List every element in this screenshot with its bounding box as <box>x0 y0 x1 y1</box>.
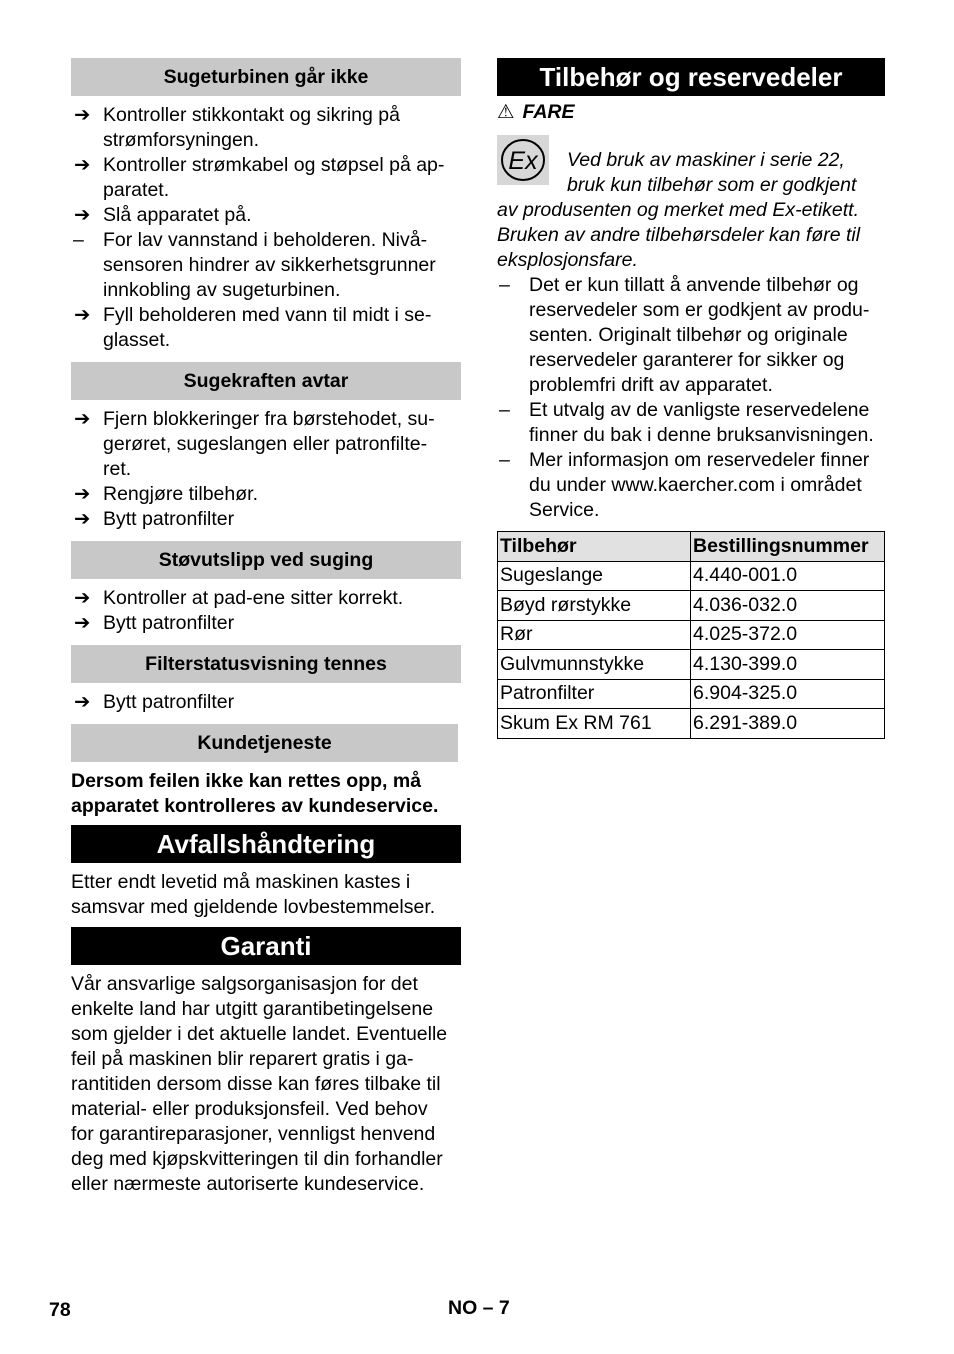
order-number-cell: 4.130-399.0 <box>691 650 885 680</box>
text-line: Bruken av andre tilbehørsdeler kan føre til <box>497 224 861 246</box>
table-row <box>498 709 885 739</box>
accessory-name-cell: Gulvmunnstykke <box>498 650 691 680</box>
text-line: sensoren hindrer av sikkerhetsgrunner <box>103 254 436 276</box>
text-line: for garantireparasjoner, vennligst henvend <box>71 1123 436 1145</box>
list-item <box>497 273 885 398</box>
text-line: eksplosjonsfare. <box>497 249 638 271</box>
accessory-name-cell: Sugeslange <box>498 561 691 591</box>
warning-triangle-icon: ⚠ <box>497 101 515 123</box>
arrow-right-icon: ➔ <box>74 104 91 126</box>
text-line: Etter endt levetid må maskinen kastes i <box>71 871 411 893</box>
text-line: Rengjøre tilbehør. <box>103 483 258 505</box>
text-line: Et utvalg av de vanligste reservedelene <box>529 399 870 421</box>
accessory-name-cell: Patronfilter <box>498 679 691 709</box>
list-item <box>71 153 461 203</box>
text-line: Vår ansvarlige salgsorganisasjon for det <box>71 973 418 995</box>
accessories-table <box>497 531 885 739</box>
text-line: Kontroller at pad-ene sitter korrekt. <box>103 587 404 609</box>
list-item <box>71 507 461 532</box>
text-line: Fyll beholderen med vann til midt i se- <box>103 304 432 326</box>
text-line: Bytt patronfilter <box>103 612 235 634</box>
arrow-right-icon: ➔ <box>74 587 91 609</box>
page-number: 78 <box>49 1299 71 1321</box>
text-line: Kontroller strømkabel og støpsel på ap- <box>103 154 445 176</box>
section-heading-dust-emission: Støvutslipp ved suging <box>71 541 461 579</box>
text-line: Service. <box>529 499 600 521</box>
list-item <box>71 303 461 353</box>
section-heading-warranty: Garanti <box>71 927 461 965</box>
arrow-right-icon: ➔ <box>74 408 91 430</box>
ex-warning-text <box>497 198 885 273</box>
list-suction-turbine <box>71 103 461 353</box>
order-number-cell: 6.291-389.0 <box>691 709 885 739</box>
text-line: senten. Originalt tilbehør og originale <box>529 324 848 346</box>
text-line: Bytt patronfilter <box>103 691 235 713</box>
text-line: Bytt patronfilter <box>103 508 235 530</box>
table-header-order-number: Bestillingsnummer <box>691 532 885 562</box>
text-line: rantitiden dersom disse kan føres tilbake til <box>71 1073 441 1095</box>
order-number-cell: 6.904-325.0 <box>691 679 885 709</box>
text-line: Mer informasjon om reservedeler finner <box>529 449 870 471</box>
order-number-cell: 4.036-032.0 <box>691 591 885 621</box>
text-line: reservedeler som er godkjent av produ- <box>529 299 870 321</box>
section-heading-filter-status: Filterstatusvisning tennes <box>71 645 461 683</box>
table-row <box>498 620 885 650</box>
text-line: eller nærmeste autoriserte kundeservice. <box>71 1173 425 1195</box>
danger-warning <box>497 100 885 125</box>
text-line: Ved bruk av maskiner i serie 22, <box>567 149 845 171</box>
text-line: feil på maskinen blir reparert gratis i ga- <box>71 1048 414 1070</box>
list-accessories-info <box>497 273 885 523</box>
text-line: gerøret, sugeslangen eller patronfilte- <box>103 433 428 455</box>
disposal-text <box>71 870 461 920</box>
section-heading-disposal: Avfallshåndtering <box>71 825 461 863</box>
text-line: innkobling av sugeturbinen. <box>103 279 341 301</box>
ex-warning-text-indented <box>497 133 885 198</box>
page-code: NO – 7 <box>448 1297 510 1319</box>
dash-bullet: – <box>73 229 84 251</box>
text-line: bruk kun tilbehør som er godkjent <box>567 174 857 196</box>
text-line: enkelte land har utgitt garantibetingelsene <box>71 998 434 1020</box>
table-row <box>498 679 885 709</box>
text-line: som gjelder i det aktuelle landet. Eventuelle <box>71 1023 448 1045</box>
arrow-right-icon: ➔ <box>74 154 91 176</box>
text-line: reservedeler garanterer for sikker og <box>529 349 845 371</box>
arrow-right-icon: ➔ <box>74 304 91 326</box>
dash-bullet: – <box>499 399 510 421</box>
text-line: For lav vannstand i beholderen. Nivå- <box>103 229 428 251</box>
text-line: Dersom feilen ikke kan rettes opp, må <box>71 770 422 792</box>
order-number-cell: 4.440-001.0 <box>691 561 885 591</box>
text-line: Det er kun tillatt å anvende tilbehør og <box>529 274 859 296</box>
text-line: ret. <box>103 458 132 480</box>
ex-warning-block <box>497 133 885 273</box>
table-header-row <box>498 532 885 562</box>
dash-bullet: – <box>499 274 510 296</box>
section-heading-suction-power: Sugekraften avtar <box>71 362 461 400</box>
text-line: glasset. <box>103 329 171 351</box>
text-line: problemfri drift av apparatet. <box>529 374 773 396</box>
text-line: samsvar med gjeldende lovbestemmelser. <box>71 896 436 918</box>
list-filter-status <box>71 690 461 715</box>
text-line: du under www.kaercher.com i området <box>529 474 862 496</box>
text-line: Kontroller stikkontakt og sikring på <box>103 104 400 126</box>
table-row <box>498 561 885 591</box>
warranty-text <box>71 972 461 1197</box>
text-line: paratet. <box>103 179 170 201</box>
section-heading-suction-turbine: Sugeturbinen går ikke <box>71 58 461 96</box>
arrow-right-icon: ➔ <box>74 691 91 713</box>
text-line: Fjern blokkeringer fra børstehodet, su- <box>103 408 435 430</box>
list-item <box>497 448 885 523</box>
accessory-name-cell: Skum Ex RM 761 <box>498 709 691 739</box>
customer-service-text <box>71 769 461 819</box>
list-item <box>71 482 461 507</box>
text-line: deg med kjøpskvitteringen til din forhandler <box>71 1148 443 1170</box>
text-line: material- eller produksjonsfeil. Ved behov <box>71 1098 428 1120</box>
list-item <box>71 690 461 715</box>
list-item <box>71 611 461 636</box>
list-item <box>71 203 461 228</box>
section-heading-customer-service: Kundetjeneste <box>71 724 458 762</box>
table-row <box>498 591 885 621</box>
list-dust-emission <box>71 586 461 636</box>
list-suction-power <box>71 407 461 532</box>
list-item <box>71 103 461 153</box>
list-item <box>71 407 461 482</box>
section-heading-accessories: Tilbehør og reservedeler <box>497 58 885 96</box>
text-line: strømforsyningen. <box>103 129 260 151</box>
svg-text:Ex: Ex <box>508 147 538 175</box>
text-line: finner du bak i denne bruksanvisningen. <box>529 424 874 446</box>
left-column <box>71 58 461 1197</box>
text-line: apparatet kontrolleres av kundeservice. <box>71 795 439 817</box>
list-item <box>497 398 885 448</box>
table-header-accessory: Tilbehør <box>498 532 691 562</box>
accessory-name-cell: Rør <box>498 620 691 650</box>
right-column <box>497 58 885 739</box>
arrow-right-icon: ➔ <box>74 612 91 634</box>
ex-label-icon <box>497 135 549 185</box>
accessory-name-cell: Bøyd rørstykke <box>498 591 691 621</box>
arrow-right-icon: ➔ <box>74 483 91 505</box>
list-item <box>71 228 461 303</box>
list-item <box>71 586 461 611</box>
arrow-right-icon: ➔ <box>74 508 91 530</box>
order-number-cell: 4.025-372.0 <box>691 620 885 650</box>
arrow-right-icon: ➔ <box>74 204 91 226</box>
danger-label: FARE <box>522 101 575 123</box>
table-row <box>498 650 885 680</box>
text-line: Slå apparatet på. <box>103 204 252 226</box>
text-line: av produsenten og merket med Ex-etikett. <box>497 199 860 221</box>
dash-bullet: – <box>499 449 510 471</box>
